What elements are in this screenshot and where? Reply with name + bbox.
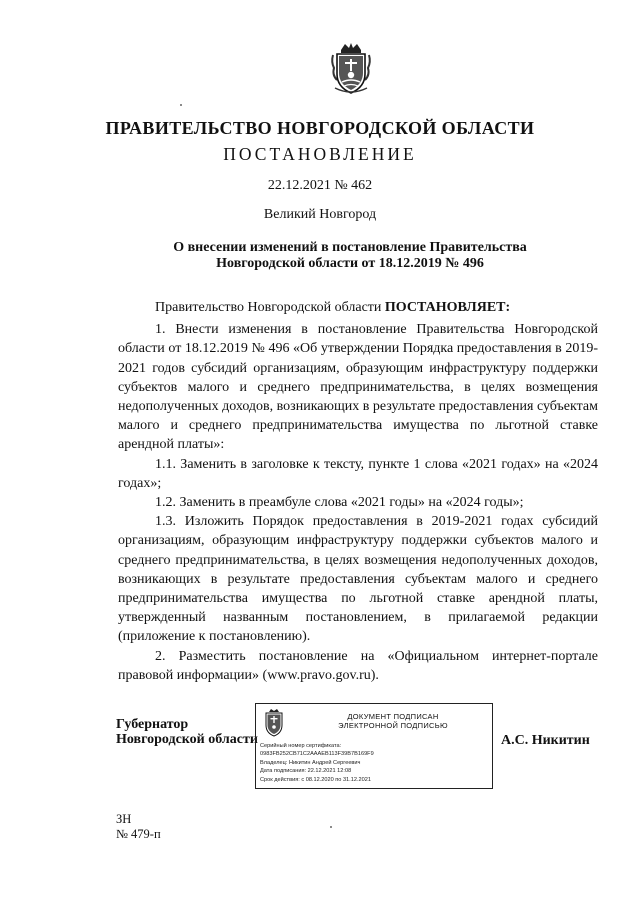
clause-1-3: 1.3. Изложить Порядок предоставления в 2019-2021 годах субсидий организациям, образующим инфраструктуру поддержки субъектов малого и среднего предпринимательства, в целях возмещения недополученных доходов, возникающих в результате предоставления субъектам малого и среднего предпринимательства имущества по льготной ставке арендной платы, утвержденный названным постановлением, в прилагаемой редакции (приложение к постановлению). — [118, 514, 598, 645]
preamble — [118, 298, 598, 317]
stamp-owner: Владелец: Никитин Андрей Сергеевич — [260, 759, 361, 766]
document-body — [118, 298, 598, 685]
subject-line-1: О внесении изменений в постановление Правительства — [173, 240, 527, 255]
stamp-heading — [298, 712, 488, 730]
preamble-decree-word: ПОСТАНОВЛЯЕТ: — [384, 300, 511, 315]
clause-1-2: 1.2. Заменить в преамбуле слова «2021 годы» на «2024 годы»; — [155, 495, 524, 511]
document-date-number: 22.12.2021 № 462 — [267, 178, 373, 193]
clause-2: 2. Разместить постановление на «Официальном интернет-портале правовой информации» (www.pravo.gov.ru). — [118, 648, 598, 683]
document-type: ПОСТАНОВЛЕНИЕ — [223, 144, 417, 164]
scan-speck — [180, 104, 182, 106]
signer-position-line-2: Новгородской области — [116, 732, 258, 747]
scan-speck — [330, 826, 332, 828]
document-subject — [140, 240, 560, 272]
document-footer — [116, 812, 161, 842]
stamp-validity: Срок действия: с 08.12.2020 по 31.12.2021 — [260, 776, 371, 783]
electronic-signature-stamp — [255, 703, 493, 789]
registration-number: № 479-п — [116, 827, 161, 841]
document-city: Великий Новгород — [263, 207, 377, 222]
stamp-cert-label: Серийный номер сертификата: — [260, 743, 342, 749]
stamp-signed-at: Дата подписания: 22.12.2021 12:08 — [260, 768, 352, 775]
signer-position-line-1: Губернатор — [116, 717, 189, 732]
coat-of-arms-icon — [329, 42, 373, 96]
organization-title: ПРАВИТЕЛЬСТВО НОВГОРОДСКОЙ ОБЛАСТИ — [105, 118, 535, 138]
stamp-heading-line-2: ЭЛЕКТРОННОЙ ПОДПИСЬЮ — [338, 721, 448, 730]
clause-1: 1. Внести изменения в постановление Правительства Новгородской области от 18.12.2019 № 496 «Об утверждении Порядка предоставления в 2019-2021 годов субсидий организациям, образующим инфраструктуру поддержки субъектов малого и среднего предпринимательства, в целях возмещения недополученных доходов, возникающих в результате предоставления субъектам малого и среднего предпринимательства имущества по льготной ставке арендной платы»: — [118, 322, 598, 453]
stamp-emblem-icon — [261, 708, 287, 738]
stamp-details — [260, 742, 490, 784]
subject-line-2: Новгородской области от 18.12.2019 № 496 — [216, 256, 484, 271]
stamp-heading-line-1: ДОКУМЕНТ ПОДПИСАН — [347, 712, 439, 721]
preamble-lead: Правительство Новгородской области — [155, 300, 385, 315]
executor-initials: ЗН — [116, 812, 132, 826]
clause-1-1: 1.1. Заменить в заголовке к тексту, пункте 1 слова «2021 годах» на «2024 годах»; — [118, 456, 598, 491]
stamp-cert-serial: 0983FB252CB71C2AAAEB113F39B7B169F9 — [260, 751, 374, 758]
signer-position — [116, 717, 258, 747]
signer-name: А.С. Никитин — [501, 733, 590, 748]
